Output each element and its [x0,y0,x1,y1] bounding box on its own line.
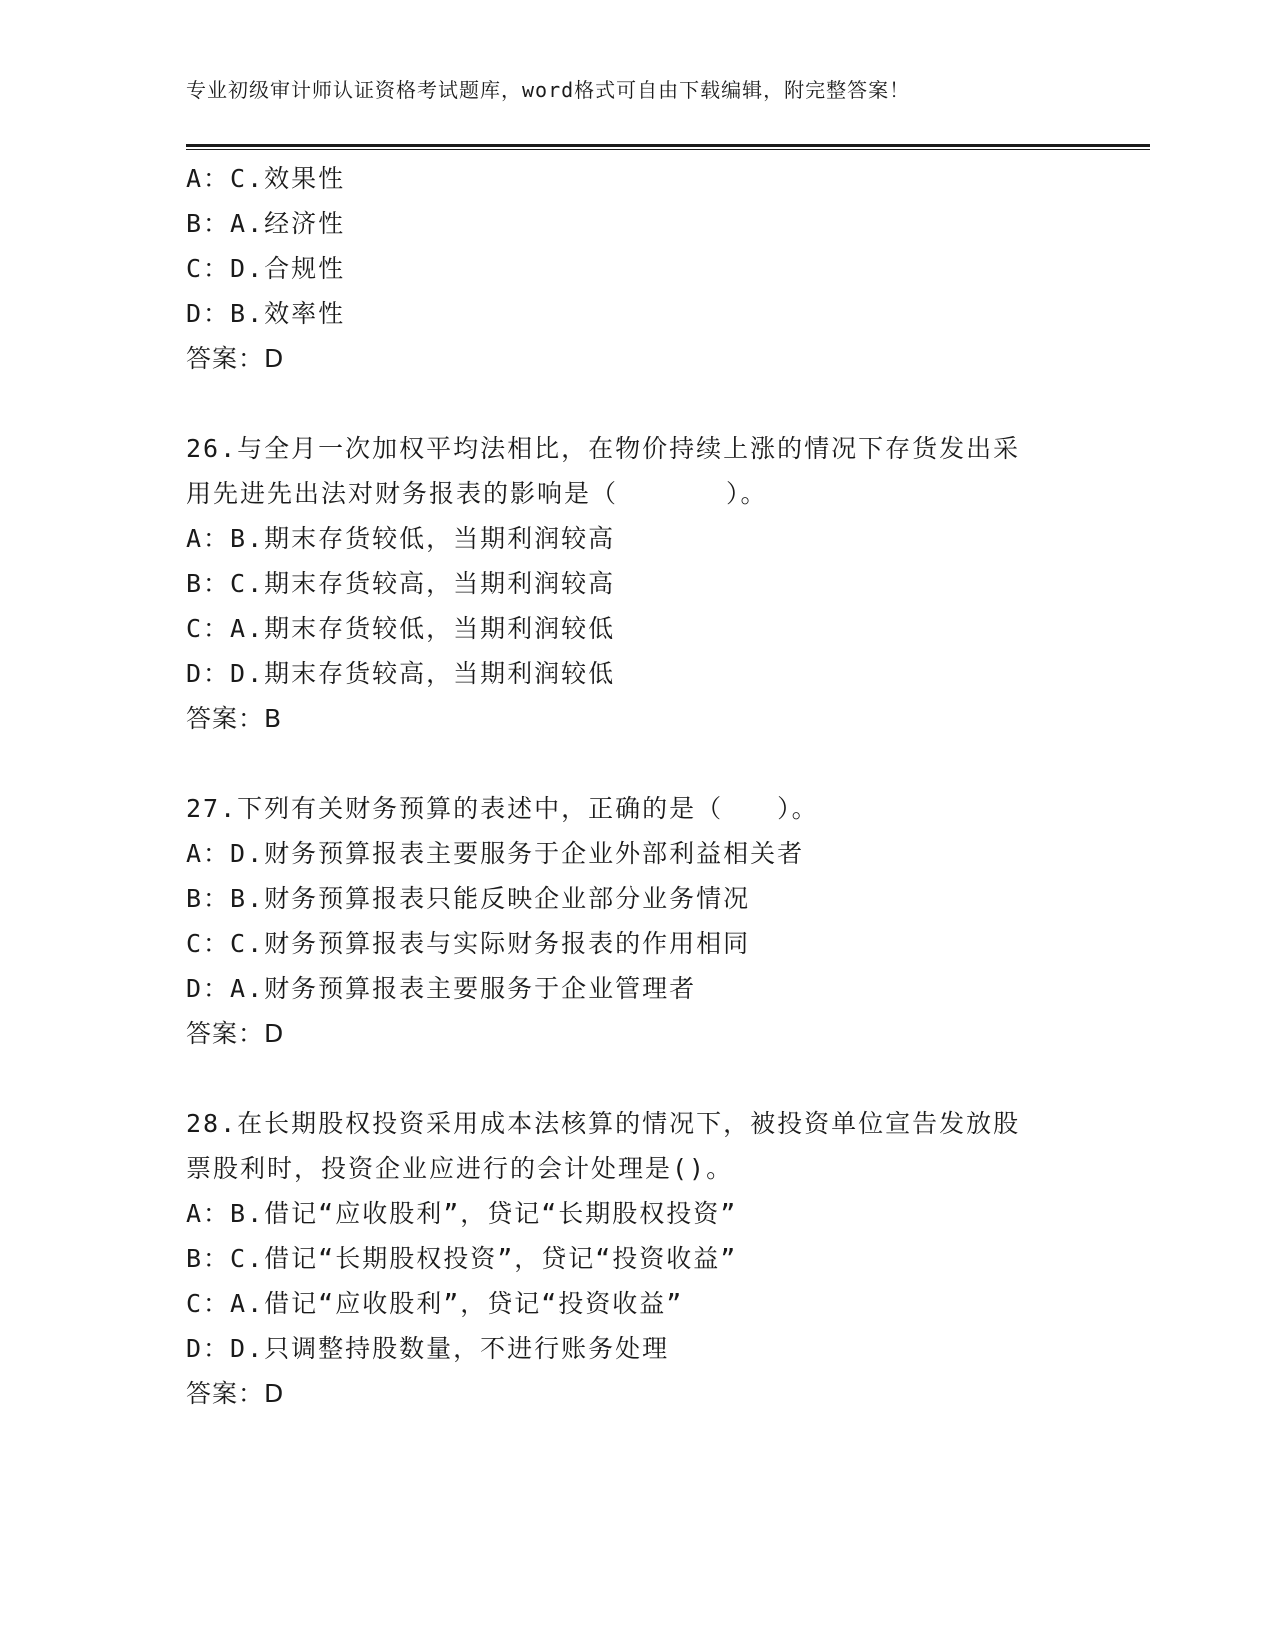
question-25-partial [186,156,1086,381]
option-c: C：A.期末存货较低，当期利润较低 [186,614,616,643]
option-c: C：A.借记“应收股利”，贷记“投资收益” [186,1289,684,1318]
option-b: B：C.借记“长期股权投资”，贷记“投资收益” [186,1244,738,1273]
option-b: B：A.经济性 [186,209,346,238]
option-d: D：D.只调整持股数量，不进行账务处理 [186,1334,670,1363]
question-content [186,156,1086,1416]
answer: 答案：D [186,344,285,373]
option-a: A：B.期末存货较低，当期利润较高 [186,524,616,553]
option-a: A：D.财务预算报表主要服务于企业外部利益相关者 [186,839,805,868]
answer: 答案：D [186,1019,285,1048]
header-rule-thin [186,149,1150,150]
spacer [186,1056,1086,1101]
question-stem-line: 26.与全月一次加权平均法相比，在物价持续上涨的情况下存货发出采 [186,434,1021,463]
option-a: A：B.借记“应收股利”，贷记“长期股权投资” [186,1199,738,1228]
option-b: B：C.期末存货较高，当期利润较高 [186,569,616,598]
spacer [186,741,1086,786]
option-d: D：D.期末存货较高，当期利润较低 [186,659,616,688]
question-28 [186,1101,1086,1416]
option-d: D：A.财务预算报表主要服务于企业管理者 [186,974,697,1003]
question-stem-line: 票股利时，投资企业应进行的会计处理是()。 [186,1154,734,1183]
header-rule-thick [186,144,1150,147]
question-27 [186,786,1086,1056]
answer: 答案：B [186,704,283,733]
option-c: C：C.财务预算报表与实际财务报表的作用相同 [186,929,751,958]
spacer [186,381,1086,426]
page-header: 专业初级审计师认证资格考试题库，word格式可自由下载编辑，附完整答案！ [186,78,911,102]
option-b: B：B.财务预算报表只能反映企业部分业务情况 [186,884,751,913]
question-stem-line: 用先进先出法对财务报表的影响是（ ）。 [186,479,768,508]
option-d: D：B.效率性 [186,299,346,328]
option-a: A：C.效果性 [186,164,346,193]
question-26 [186,426,1086,741]
answer: 答案：D [186,1379,285,1408]
option-c: C：D.合规性 [186,254,346,283]
question-stem-line: 27.下列有关财务预算的表述中，正确的是（ ）。 [186,794,819,823]
question-stem-line: 28.在长期股权投资采用成本法核算的情况下，被投资单位宣告发放股 [186,1109,1021,1138]
